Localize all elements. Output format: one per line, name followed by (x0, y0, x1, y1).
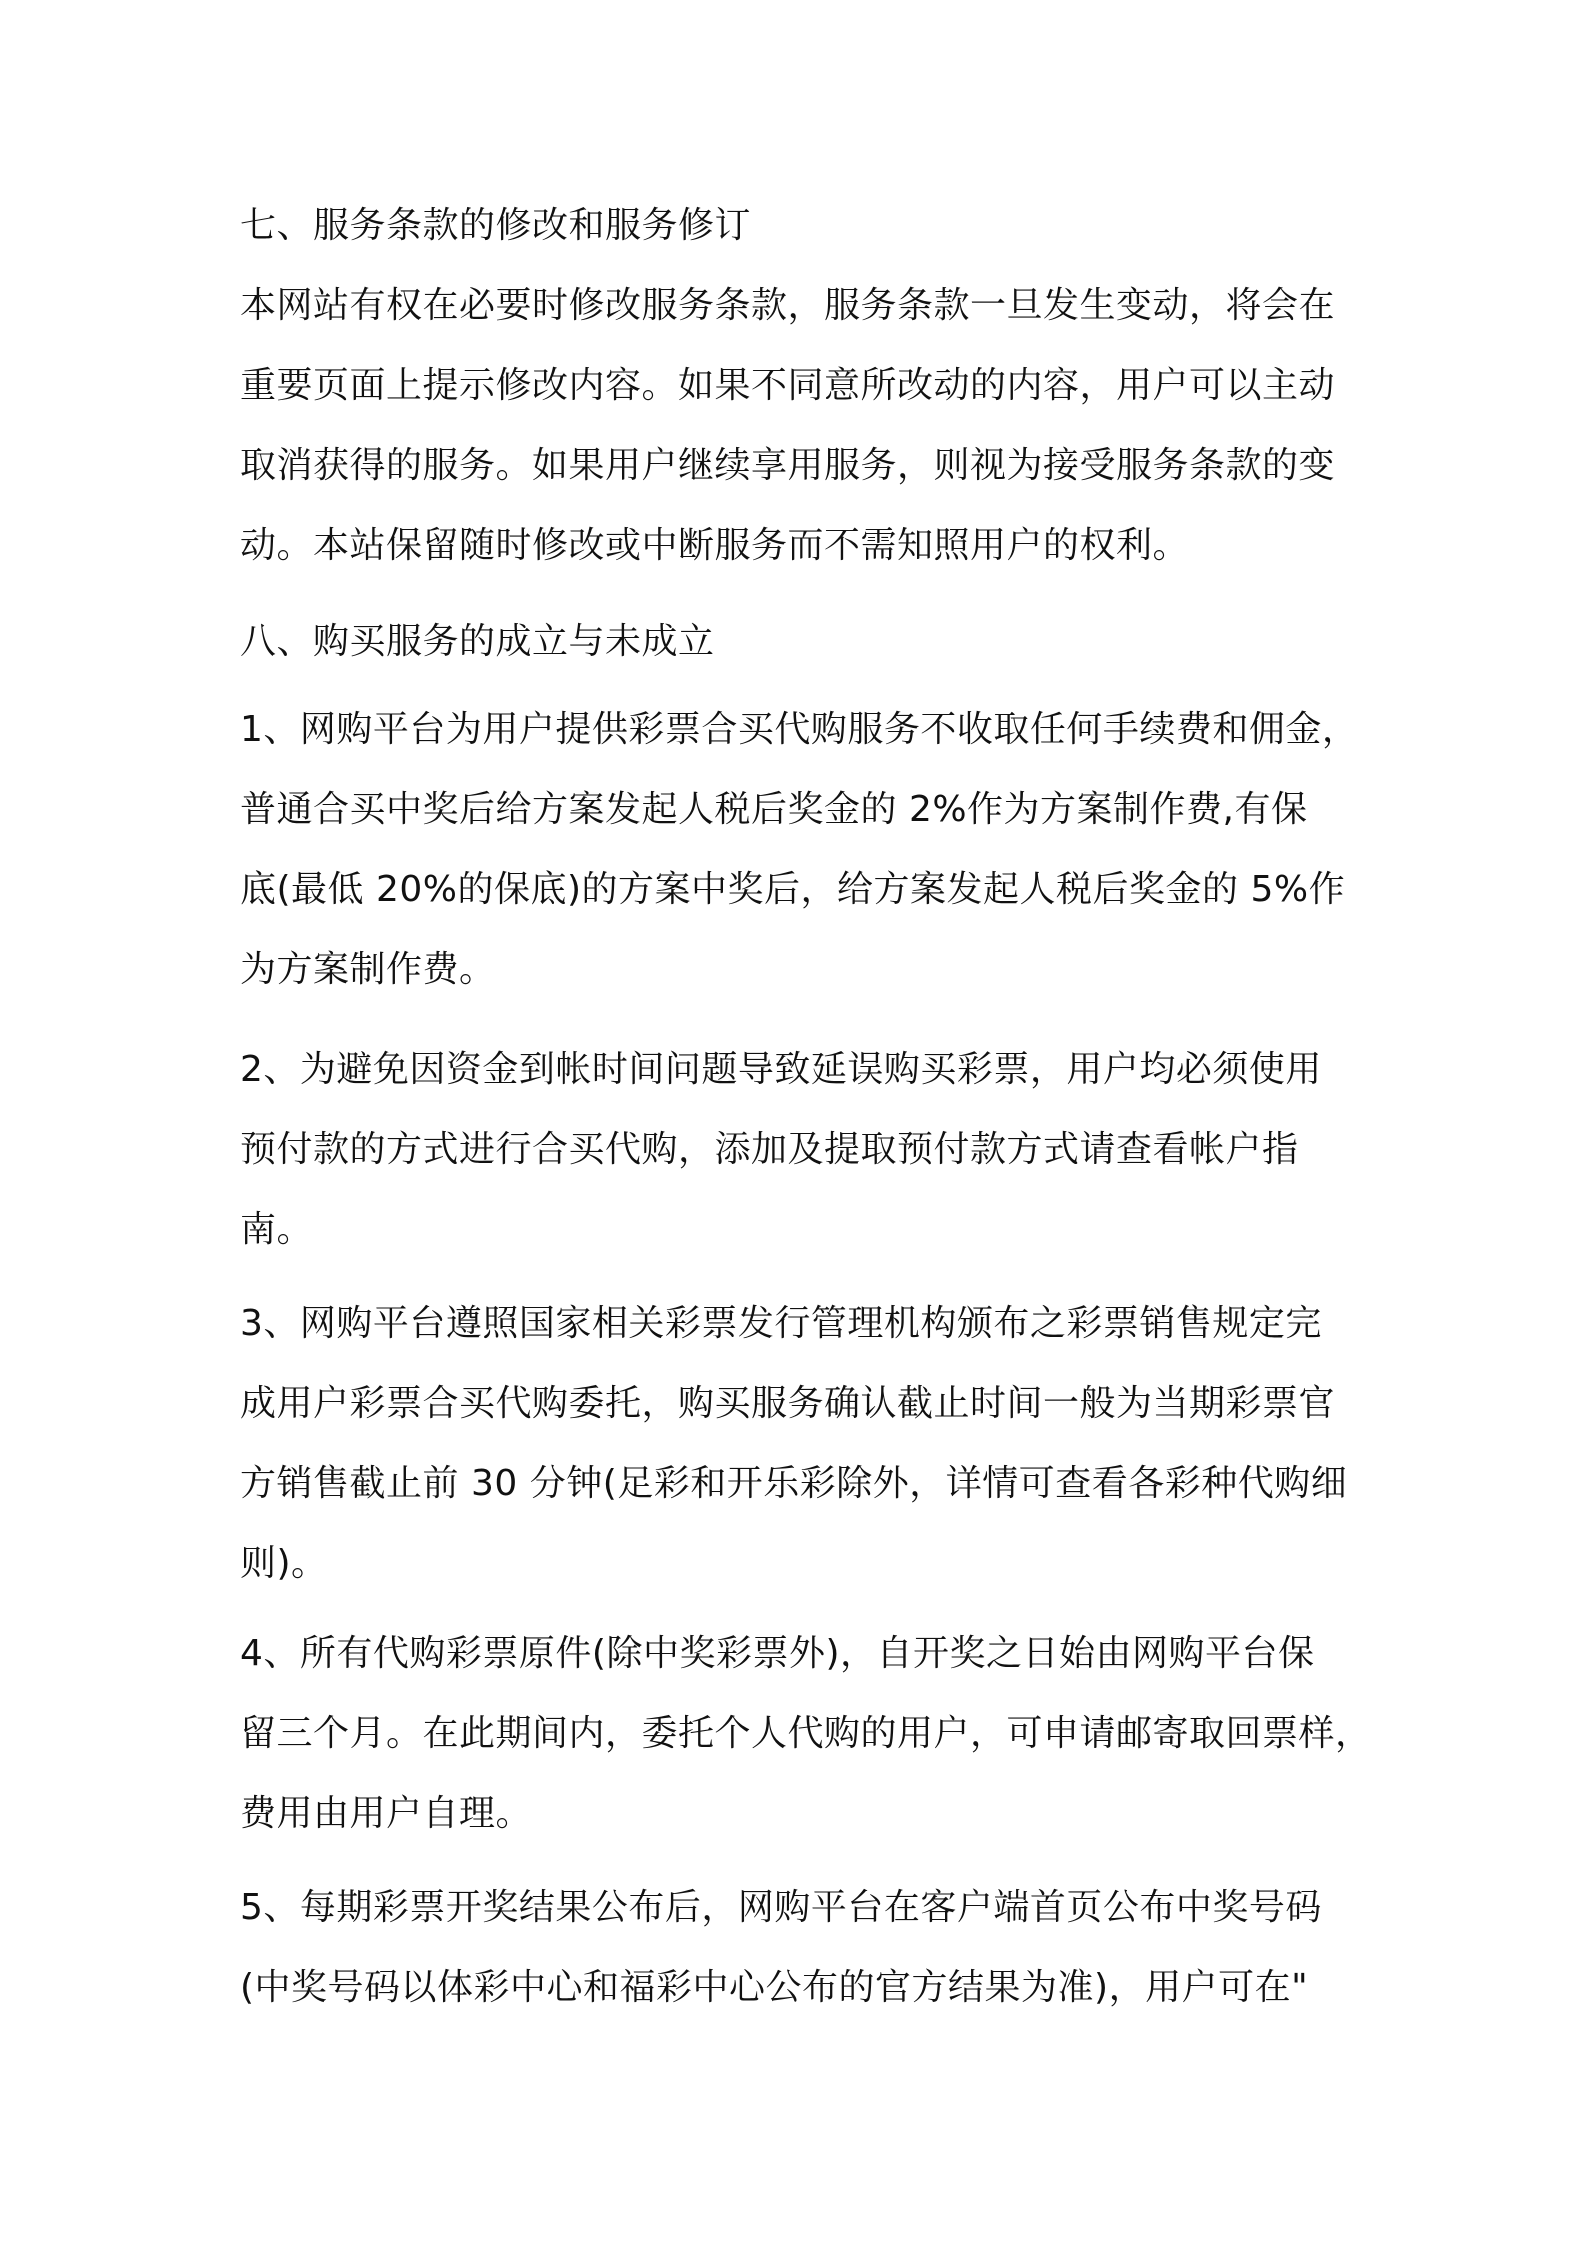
item-3-line: 3、网购平台遵照国家相关彩票发行管理机构颁布之彩票销售规定完 (240, 1303, 1322, 1344)
section-heading-8: 八、购买服务的成立与未成立 (240, 621, 715, 662)
item-2-line: 南。 (240, 1209, 314, 1250)
item-3-line: 成用户彩票合买代购委托，购买服务确认截止时间一般为当期彩票官 (240, 1383, 1336, 1424)
item-3-line: 方销售截止前 30 分钟(足彩和开乐彩除外，详情可查看各彩种代购细 (240, 1463, 1348, 1504)
paragraph-line: 动。本站保留随时修改或中断服务而不需知照用户的权利。 (240, 525, 1190, 566)
item-4-line: 留三个月。在此期间内，委托个人代购的用户，可申请邮寄取回票样， (240, 1713, 1372, 1754)
paragraph-line: 取消获得的服务。如果用户继续享用服务，则视为接受服务条款的变 (240, 445, 1336, 486)
item-2-line: 2、为避免因资金到帐时间问题导致延误购买彩票，用户均必须使用 (240, 1049, 1322, 1090)
section-heading-7: 七、服务条款的修改和服务修订 (240, 205, 752, 246)
paragraph-line: 本网站有权在必要时修改服务条款，服务条款一旦发生变动，将会在 (240, 285, 1336, 326)
item-5-line: 5、每期彩票开奖结果公布后，网购平台在客户端首页公布中奖号码 (240, 1887, 1322, 1928)
item-4-line: 4、所有代购彩票原件(除中奖彩票外)，自开奖之日始由网购平台保 (240, 1633, 1315, 1674)
item-3-line: 则)。 (240, 1543, 328, 1584)
item-1-line: 普通合买中奖后给方案发起人税后奖金的 2%作为方案制作费,有保 (240, 789, 1308, 830)
item-4-line: 费用由用户自理。 (240, 1793, 533, 1834)
item-1-line: 1、网购平台为用户提供彩票合买代购服务不收取任何手续费和佣金， (240, 709, 1359, 750)
item-2-line: 预付款的方式进行合买代购，添加及提取预付款方式请查看帐户指 (240, 1129, 1299, 1170)
item-5-line: (中奖号码以体彩中心和福彩中心公布的官方结果为准)，用户可在" (240, 1967, 1309, 2008)
item-1-line: 为方案制作费。 (240, 949, 496, 990)
paragraph-line: 重要页面上提示修改内容。如果不同意所改动的内容，用户可以主动 (240, 365, 1336, 406)
item-1-line: 底(最低 20%的保底)的方案中奖后，给方案发起人税后奖金的 5%作 (240, 869, 1346, 910)
